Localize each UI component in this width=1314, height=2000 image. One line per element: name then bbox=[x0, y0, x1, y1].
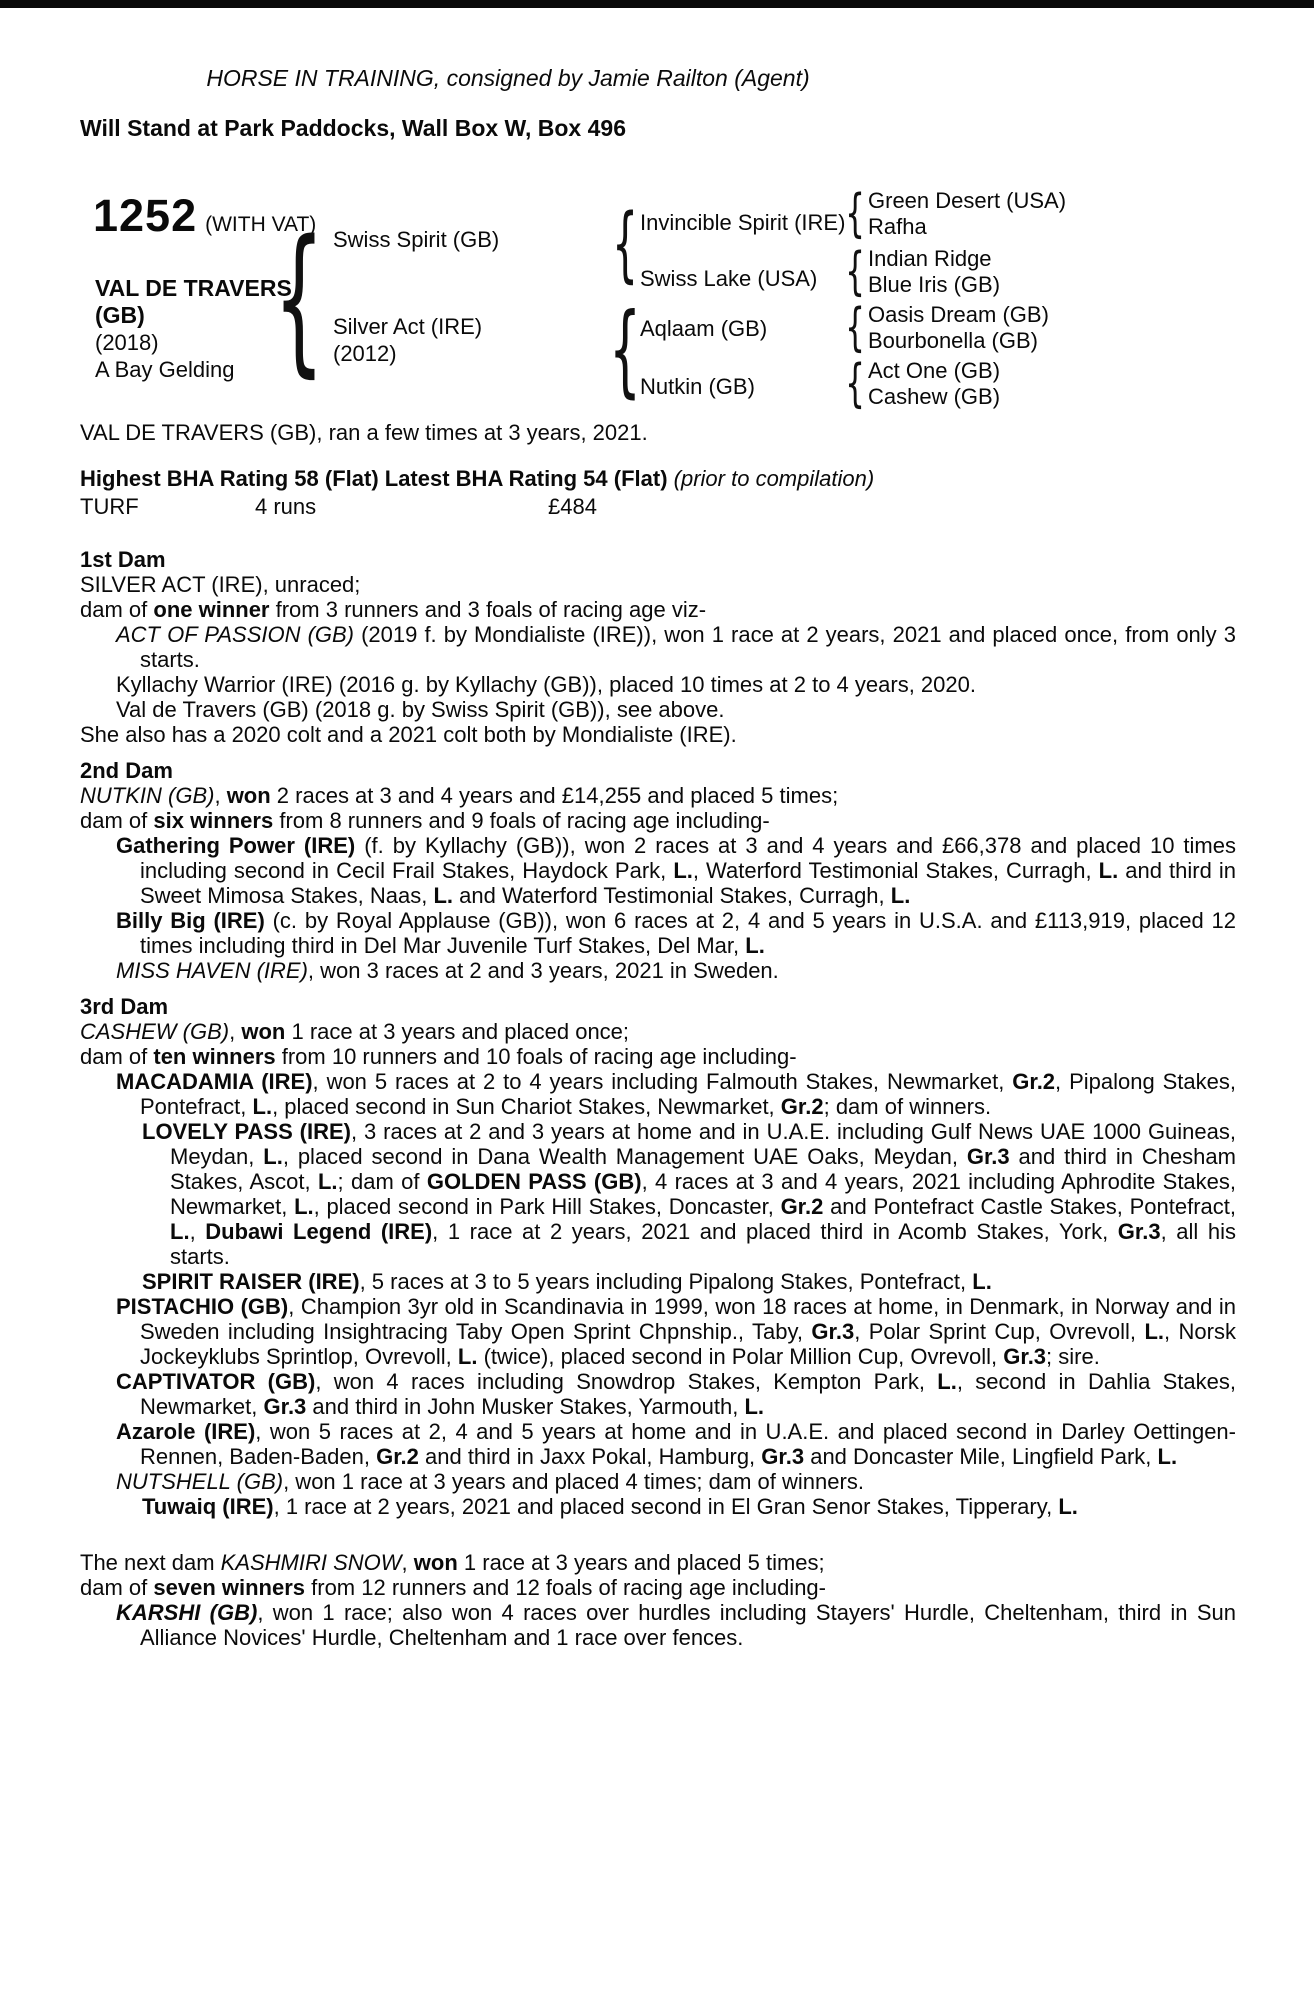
pedigree-pair bbox=[845, 188, 1066, 240]
pedigree-paragraph bbox=[80, 1069, 1236, 1119]
text-run: dam of bbox=[80, 597, 154, 622]
pedigree-table bbox=[80, 185, 1236, 420]
text-run: The next dam bbox=[80, 1550, 221, 1575]
text-run: from 12 runners and 12 foals of racing age including- bbox=[305, 1575, 826, 1600]
text-run: , won 3 races at 2 and 3 years, 2021 in Sweden. bbox=[307, 958, 779, 983]
text-run: L. bbox=[744, 1394, 765, 1419]
text-run: Tuwaiq (IRE) bbox=[142, 1494, 274, 1519]
pedigree-paragraph bbox=[80, 1369, 1236, 1419]
pedigree-paragraph bbox=[80, 697, 1236, 722]
pedigree-paragraph bbox=[80, 808, 1236, 833]
pedigree-paragraph bbox=[80, 1269, 1236, 1294]
subject-description: A Bay Gelding bbox=[95, 357, 235, 382]
dam-section bbox=[80, 1550, 1236, 1650]
pedigree-paragraph bbox=[80, 597, 1236, 622]
text-run: NUTKIN (GB) bbox=[80, 783, 215, 808]
text-run: ; dam of bbox=[337, 1169, 427, 1194]
text-run: , bbox=[229, 1019, 242, 1044]
pedigree-brace bbox=[849, 246, 861, 298]
text-run: L. bbox=[1144, 1319, 1165, 1344]
text-run: , placed second in Dana Wealth Management UAE Oaks, Meydan, bbox=[282, 1144, 967, 1169]
text-run: , 4 races at 3 and 4 years, 2021 including Aphrodite Stakes, Newmarket, bbox=[170, 1169, 1237, 1219]
text-run: L. bbox=[1157, 1444, 1178, 1469]
pedigree-dam-block bbox=[333, 313, 482, 367]
text-run: KASHMIRI SNOW bbox=[220, 1550, 402, 1575]
text-run: and Pontefract Castle Stakes, Pontefract, bbox=[823, 1194, 1236, 1219]
text-run: Gr.3 bbox=[811, 1319, 855, 1344]
text-run: Gr.3 bbox=[1003, 1344, 1047, 1369]
text-run: from 3 runners and 3 foals of racing age viz- bbox=[269, 597, 707, 622]
text-run: and Waterford Testimonial Stakes, Curragh, bbox=[453, 883, 891, 908]
text-run: GOLDEN PASS (GB) bbox=[426, 1169, 642, 1194]
text-run: L. bbox=[937, 1369, 957, 1394]
dam-section bbox=[80, 547, 1236, 747]
text-run: , placed second in Park Hill Stakes, Doncaster, bbox=[313, 1194, 781, 1219]
dam-heading: 3rd Dam bbox=[80, 994, 169, 1019]
text-run: dam of bbox=[80, 1044, 154, 1069]
text-run: (twice), placed second in Polar Million Cup, Ovrevoll, bbox=[477, 1344, 1004, 1369]
text-run: , second in Dahlia Stakes, Newmarket, bbox=[140, 1369, 1236, 1419]
runs-count: 4 runs bbox=[255, 494, 317, 519]
text-run: , 3 races at 2 and 3 years at home and in U.A.E. including Gulf News UAE 1000 Guineas, Meydan, bbox=[170, 1119, 1237, 1169]
text-run: one winner bbox=[153, 597, 270, 622]
dam-heading: 1st Dam bbox=[80, 547, 166, 572]
text-run: , all his starts. bbox=[170, 1219, 1236, 1269]
text-run: Gr.3 bbox=[1117, 1219, 1161, 1244]
text-run: PISTACHIO (GB) bbox=[116, 1294, 289, 1319]
pedigree-paragraph bbox=[80, 1294, 1236, 1369]
text-run: SILVER ACT (IRE), unraced; bbox=[80, 572, 361, 597]
pedigree-brace-gen1 bbox=[289, 213, 310, 385]
text-run: , Waterford Testimonial Stakes, Curragh, bbox=[692, 858, 1099, 883]
text-run: from 10 runners and 10 foals of racing age including- bbox=[275, 1044, 797, 1069]
pedigree-paragraph bbox=[80, 1550, 1236, 1575]
text-run: L. bbox=[433, 883, 454, 908]
text-run: Azarole (IRE) bbox=[116, 1419, 256, 1444]
pedigree-paragraph bbox=[80, 1575, 1236, 1600]
text-run: seven winners bbox=[153, 1575, 306, 1600]
text-run: and third in Chesham Stakes, Ascot, bbox=[170, 1144, 1236, 1194]
pedigree-granddam: Nutkin (GB) bbox=[640, 374, 755, 399]
pedigree-grandsire: Invincible Spirit (IRE) bbox=[640, 210, 846, 235]
text-run: She also has a 2020 colt and a 2021 colt both by Mondialiste (IRE). bbox=[80, 722, 737, 747]
text-run: won bbox=[226, 783, 271, 808]
text-run: SPIRIT RAISER (IRE) bbox=[142, 1269, 360, 1294]
text-run: (2019 f. by Mondialiste (IRE)), won 1 race at 2 years, 2021 and placed once, from only 3 starts. bbox=[140, 622, 1236, 672]
race-stats-row bbox=[80, 494, 1236, 519]
text-run: and third in John Musker Stakes, Yarmouth, bbox=[306, 1394, 745, 1419]
text-run: (f. by Kyllachy (GB)), won 2 races at 3 and 4 years and £66,378 and placed 10 times including second in Cecil Frail Stakes, Haydock Park, bbox=[140, 833, 1236, 883]
subject-foaling-year: (2018) bbox=[95, 330, 159, 355]
text-run: won bbox=[241, 1019, 286, 1044]
text-run: , bbox=[214, 783, 227, 808]
bha-ratings-values: Highest BHA Rating 58 (Flat) Latest BHA Rating 54 (Flat) bbox=[80, 466, 668, 491]
dam-heading: 2nd Dam bbox=[80, 758, 173, 783]
text-run: , Pipalong Stakes, Pontefract, bbox=[140, 1069, 1236, 1119]
pedigree-ancestor: Rafha bbox=[868, 214, 927, 239]
text-run: , won 1 race; also won 4 races over hurdles including Stayers' Hurdle, Cheltenham, third in Sun Alliance Novices' Hurdle, Cheltenham and 1 race over fences. bbox=[140, 1600, 1236, 1650]
text-run: MACADAMIA (IRE) bbox=[116, 1069, 313, 1094]
page-title: HORSE IN TRAINING, consigned by Jamie Railton (Agent) bbox=[206, 65, 810, 91]
text-run: , won 4 races including Snowdrop Stakes, Kempton Park, bbox=[315, 1369, 938, 1394]
text-run: LOVELY PASS (IRE) bbox=[142, 1119, 352, 1144]
text-run: , 1 race at 2 years, 2021 and placed third in Acomb Stakes, York, bbox=[432, 1219, 1118, 1244]
text-run: L. bbox=[1098, 858, 1119, 883]
pedigree-ancestor: Indian Ridge bbox=[868, 246, 992, 271]
text-run: , bbox=[401, 1550, 414, 1575]
pedigree-paragraph bbox=[80, 1019, 1236, 1044]
text-run: from 8 runners and 9 foals of racing age including- bbox=[273, 808, 770, 833]
text-run: dam of bbox=[80, 1575, 154, 1600]
text-run: , won 5 races at 2 to 4 years including Falmouth Stakes, Newmarket, bbox=[312, 1069, 1013, 1094]
pedigree-paragraph bbox=[80, 1044, 1236, 1069]
text-run: Gr.2 bbox=[376, 1444, 419, 1469]
text-run: won bbox=[413, 1550, 458, 1575]
pedigree-paragraph bbox=[80, 572, 1236, 597]
pedigree-dam: Silver Act (IRE) bbox=[333, 314, 483, 339]
pedigree-pair bbox=[845, 246, 1000, 298]
text-run: ; dam of winners. bbox=[823, 1094, 992, 1119]
text-run: ten winners bbox=[153, 1044, 276, 1069]
text-run: , placed second in Sun Chariot Stakes, Newmarket, bbox=[272, 1094, 781, 1119]
scan-edge-artifact bbox=[0, 0, 1314, 8]
text-run: L. bbox=[673, 858, 693, 883]
text-run: Dubawi Legend (IRE) bbox=[205, 1219, 433, 1244]
text-run: MISS HAVEN (IRE) bbox=[116, 958, 308, 983]
text-run: L. bbox=[745, 933, 765, 958]
text-run: ACT OF PASSION (GB) bbox=[116, 622, 355, 647]
pedigree-ancestor: Act One (GB) bbox=[868, 358, 1001, 383]
text-run: six winners bbox=[153, 808, 274, 833]
pedigree-ancestor: Blue Iris (GB) bbox=[868, 272, 1001, 297]
bha-ratings-line bbox=[80, 466, 1236, 492]
surface-label: TURF bbox=[80, 494, 139, 519]
text-run: and third in Sweet Mimosa Stakes, Naas, bbox=[140, 858, 1236, 908]
pedigree-brace bbox=[849, 358, 861, 410]
pedigree-brace-sire-side bbox=[617, 203, 634, 287]
text-run: dam of bbox=[80, 808, 154, 833]
pedigree-paragraph bbox=[80, 908, 1236, 958]
text-run: , bbox=[189, 1219, 206, 1244]
page-column bbox=[80, 8, 1236, 1650]
pedigree-pair bbox=[845, 302, 1049, 354]
text-run: , 1 race at 2 years, 2021 and placed second in El Gran Senor Stakes, Tipperary, bbox=[273, 1494, 1059, 1519]
pedigree-brace bbox=[849, 188, 861, 240]
text-run: (c. by Royal Applause (GB)), won 6 races at 2, 4 and 5 years in U.S.A. and £113,919, placed 12 times including third in Del Mar Juvenile Turf Stakes, Del Mar, bbox=[140, 908, 1236, 958]
text-run: Kyllachy Warrior (IRE) (2016 g. by Kyllachy (GB)), placed 10 times at 2 to 4 years, 2020. bbox=[116, 672, 976, 697]
pedigree-paragraph bbox=[80, 672, 1236, 697]
text-run: 2 races at 3 and 4 years and £14,255 and placed 5 times; bbox=[270, 783, 839, 808]
lot-number: 1252 bbox=[93, 190, 198, 241]
pedigree-paragraph bbox=[80, 1119, 1236, 1269]
text-run: Gr.3 bbox=[263, 1394, 307, 1419]
pedigree-paragraph bbox=[80, 1494, 1236, 1519]
text-run: L. bbox=[890, 883, 911, 908]
text-run: , Polar Sprint Cup, Ovrevoll, bbox=[854, 1319, 1145, 1344]
text-run: Gr.3 bbox=[966, 1144, 1010, 1169]
text-run: , won 1 race at 3 years and placed 4 times; dam of winners. bbox=[283, 1469, 864, 1494]
text-run: L. bbox=[252, 1094, 273, 1119]
text-run: , Champion 3yr old in Scandinavia in 1999, won 18 races at home, in Denmark, in Norway and in Sweden including Insightracing Taby Open Sprint Chpnship., Taby, bbox=[140, 1294, 1236, 1344]
text-run: L. bbox=[294, 1194, 314, 1219]
text-run: L. bbox=[457, 1344, 478, 1369]
dam-section bbox=[80, 994, 1236, 1519]
pedigree-paragraph bbox=[80, 958, 1236, 983]
pedigree-brace bbox=[849, 302, 861, 354]
dam-section bbox=[80, 758, 1236, 983]
lot-vat-note: (WITH VAT) bbox=[205, 213, 317, 236]
text-run: 1 race at 3 years and placed 5 times; bbox=[457, 1550, 825, 1575]
text-run: , 5 races at 3 to 5 years including Pipalong Stakes, Pontefract, bbox=[359, 1269, 973, 1294]
pedigree-brace-dam-side bbox=[617, 298, 634, 402]
text-run: Val de Travers (GB) (2018 g. by Swiss Spirit (GB)), see above. bbox=[116, 697, 725, 722]
text-run: L. bbox=[317, 1169, 338, 1194]
race-record-summary: VAL DE TRAVERS (GB), ran a few times at 3 years, 2021. bbox=[80, 420, 648, 445]
pedigree-ancestor: Green Desert (USA) bbox=[868, 188, 1067, 213]
text-run: CASHEW (GB) bbox=[80, 1019, 230, 1044]
pedigree-text-sections bbox=[80, 547, 1236, 1650]
text-run: Gathering Power (IRE) bbox=[116, 833, 356, 858]
pedigree-ancestor: Cashew (GB) bbox=[868, 384, 1001, 409]
subject-horse-suffix: (GB) bbox=[95, 302, 145, 328]
text-run: Gr.3 bbox=[761, 1444, 805, 1469]
pedigree-ancestor: Bourbonella (GB) bbox=[868, 328, 1038, 353]
pedigree-paragraph bbox=[80, 783, 1236, 808]
pedigree-grandsire: Aqlaam (GB) bbox=[640, 316, 768, 341]
text-run: Gr.2 bbox=[780, 1094, 824, 1119]
subject-horse-name: VAL DE TRAVERS bbox=[95, 275, 292, 301]
text-run: 1 race at 3 years and placed once; bbox=[285, 1019, 630, 1044]
text-run: NUTSHELL (GB) bbox=[116, 1469, 284, 1494]
pedigree-pair bbox=[845, 358, 1000, 410]
pedigree-paragraph bbox=[80, 722, 1236, 747]
text-run: L. bbox=[1058, 1494, 1078, 1519]
text-run: Billy Big (IRE) bbox=[116, 908, 265, 933]
text-run: , won 5 races at 2, 4 and 5 years at home and in U.A.E. and placed second in Darley Oettingen-Rennen, Baden-Baden, bbox=[140, 1419, 1236, 1469]
stand-location-line: Will Stand at Park Paddocks, Wall Box W, Box 496 bbox=[80, 115, 626, 141]
text-run: KARSHI (GB) bbox=[116, 1600, 258, 1625]
pedigree-paragraph bbox=[80, 622, 1236, 672]
pedigree-dam-year: (2012) bbox=[333, 341, 397, 366]
text-run: Gr.2 bbox=[1012, 1069, 1056, 1094]
text-run: L. bbox=[170, 1219, 190, 1244]
text-run: ; sire. bbox=[1046, 1344, 1100, 1369]
pedigree-paragraph bbox=[80, 1419, 1236, 1469]
earnings-value: £484 bbox=[548, 494, 597, 519]
text-run: Gr.2 bbox=[780, 1194, 824, 1219]
pedigree-paragraph bbox=[80, 833, 1236, 908]
pedigree-granddam: Swiss Lake (USA) bbox=[640, 266, 818, 291]
bha-ratings-note: (prior to compilation) bbox=[673, 466, 875, 491]
pedigree-paragraph bbox=[80, 1469, 1236, 1494]
text-run: L. bbox=[263, 1144, 283, 1169]
pedigree-sire: Swiss Spirit (GB) bbox=[333, 227, 500, 252]
pedigree-ancestor: Oasis Dream (GB) bbox=[868, 302, 1049, 327]
pedigree-paragraph bbox=[80, 1600, 1236, 1650]
text-run: and Doncaster Mile, Lingfield Park, bbox=[804, 1444, 1158, 1469]
subject-horse-block bbox=[95, 275, 292, 383]
text-run: and third in Jaxx Pokal, Hamburg, bbox=[418, 1444, 762, 1469]
text-run: CAPTIVATOR (GB) bbox=[116, 1369, 316, 1394]
text-run: L. bbox=[972, 1269, 992, 1294]
text-run: , Norsk Jockeyklubs Sprintlop, Ovrevoll, bbox=[140, 1319, 1236, 1369]
